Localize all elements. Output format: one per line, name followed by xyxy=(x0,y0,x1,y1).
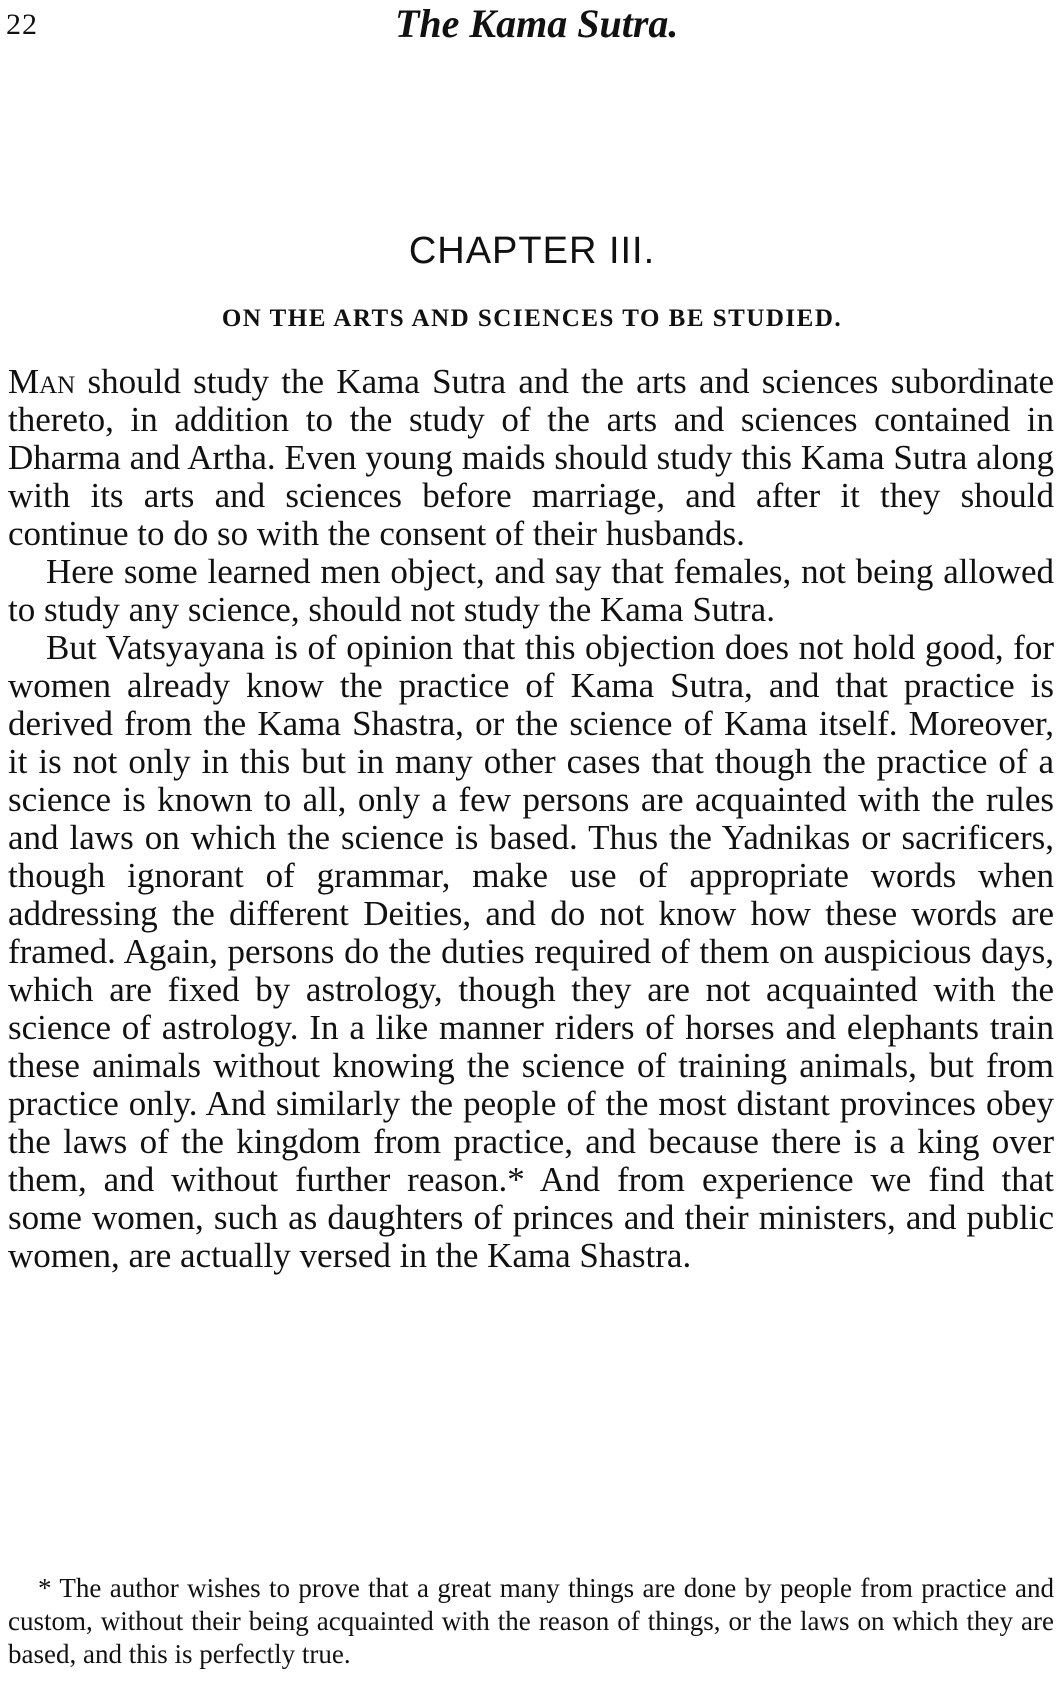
paragraph-3: But Vatsyayana is of opinion that this objection does not hold good, for women already know the practice of Kama Sutra, and that practice is derived from the Kama Shastra, or the science of Kama itself. Moreover, it is not only in this but in many other cases that though the practice of a science is known to all, only a few persons are acquainted with the rules and laws on which the science is based. Thus the Yadnikas or sacrificers, though ignorant of grammar, make use of appropriate words when addressing the different Deities, and do not know how these words are framed. Again, persons do the duties required of them on auspicious days, which are fixed by astrology, though they are not acquainted with the science of astrology. In a like manner riders of horses and elephants train these animals without knowing the science of training animals, but from practice only. And similarly the people of the most distant provinces obey the laws of the kingdom from practice, and because there is a king over them, and without further reason.* And from experience we find that some women, such as daughters of princes and their ministers, and public women, are actually versed in the Kama Shastra. xyxy=(8,628,1054,1275)
paragraph-2: Here some learned men object, and say that females, not being allowed to study any science, should not study the Kama Sutra. xyxy=(8,552,1054,629)
section-title: ON THE ARTS AND SCIENCES TO BE STUDIED. xyxy=(221,305,843,332)
paragraph-1-text: should study the Kama Sutra and the arts and sciences subordinate thereto, in addition to the study of the arts and sciences contained in Dharma and Artha. Even young maids should study this Kama Sutra along with its arts and sciences before marriage, and after it they should continue to do so with the consent of their husbands. xyxy=(8,362,1054,553)
footnote: * The author wishes to prove that a great many things are done by people from practice and custom, without their being acquainted with the reason of things, or the laws on which they are based, and this is perfectly true. xyxy=(8,1573,1054,1669)
paragraph-1 xyxy=(8,363,1054,553)
body-text xyxy=(8,363,1054,1275)
running-head-title: The Kama Sutra. xyxy=(395,1,679,46)
chapter-title: CHAPTER III. xyxy=(408,230,656,272)
page-number: 22 xyxy=(6,8,38,41)
paragraph-1-opening-word: Man xyxy=(8,362,76,401)
